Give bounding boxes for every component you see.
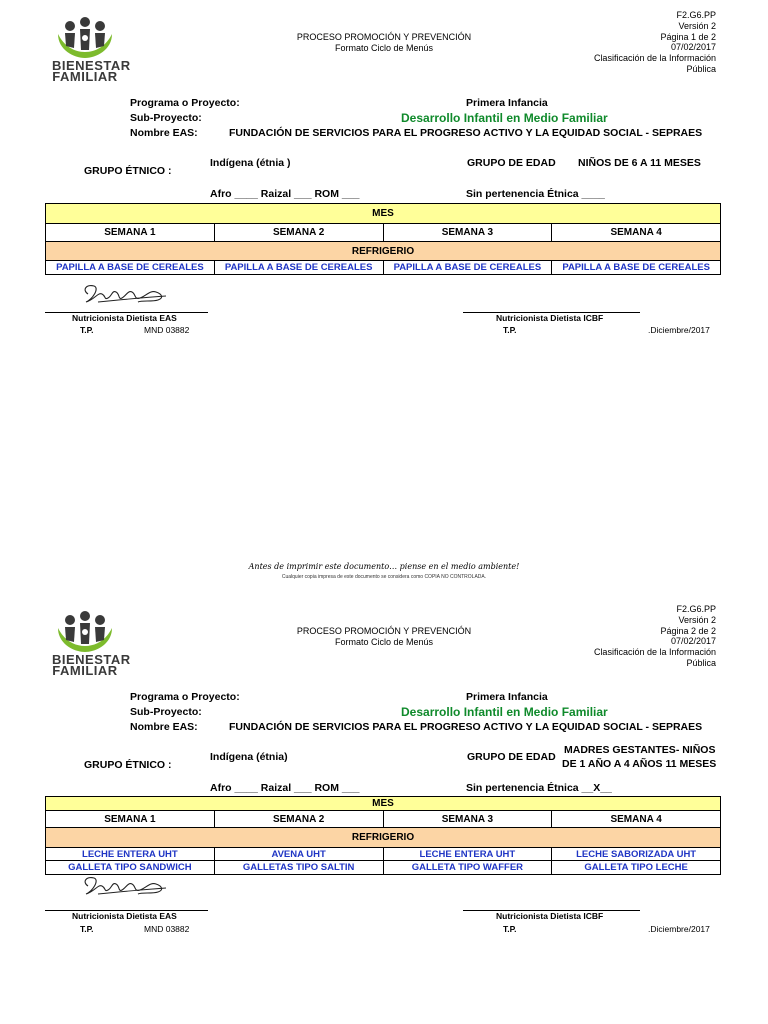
table-row bbox=[46, 848, 720, 861]
page-2 bbox=[0, 594, 768, 1014]
eas-value: FUNDACIÓN DE SERVICIOS PARA EL PROGRESO ACTIVO Y LA EQUIDAD SOCIAL - SEPRAES bbox=[229, 127, 703, 139]
sig-icbf-tp: T.P. bbox=[503, 924, 517, 934]
process-title: PROCESO PROMOCIÓN Y PREVENCIÓN bbox=[296, 626, 472, 636]
menu-table bbox=[45, 203, 721, 275]
mes-row bbox=[46, 797, 720, 811]
menu-item: LECHE ENTERA UHT bbox=[384, 848, 553, 860]
sig-icbf-title: Nutricionista Dietista ICBF bbox=[496, 911, 604, 921]
classification-label: Clasificación de la Información bbox=[593, 53, 716, 64]
format-title: Formato Ciclo de Menús bbox=[334, 42, 434, 53]
week-3-header: SEMANA 3 bbox=[384, 224, 553, 241]
grupo-etnico-label: GRUPO ÉTNICO : bbox=[84, 759, 172, 771]
sig-eas-tp: T.P. bbox=[80, 924, 94, 934]
menu-item: PAPILLA A BASE DE CEREALES bbox=[215, 261, 384, 274]
menu-item: LECHE ENTERA UHT bbox=[46, 848, 215, 860]
sig-eas-title: Nutricionista Dietista EAS bbox=[72, 313, 177, 323]
format-title: Formato Ciclo de Menús bbox=[334, 636, 434, 647]
menu-item: GALLETA TIPO LECHE bbox=[584, 862, 688, 873]
classification-value: Pública bbox=[686, 657, 716, 668]
copy-disclaimer: Cualquier copia impresa de este documento se considera como COPIA NO CONTROLADA. bbox=[281, 574, 487, 580]
programa-label: Programa o Proyecto: bbox=[130, 97, 240, 109]
page-number: Página 1 de 2 bbox=[660, 31, 716, 42]
header-center bbox=[274, 626, 494, 647]
sig-icbf-date: .Diciembre/2017 bbox=[648, 325, 710, 335]
page-number: Página 2 de 2 bbox=[660, 625, 716, 636]
grupo-etnico-value: Indígena (étnia) bbox=[210, 751, 288, 763]
grupo-etnico-label: GRUPO ÉTNICO : bbox=[84, 165, 172, 177]
subproyecto-label: Sub-Proyecto: bbox=[130, 706, 202, 718]
subproyecto-value: Desarrollo Infantil en Medio Familiar bbox=[401, 111, 608, 125]
menu-item: GALLETA TIPO WAFFER bbox=[384, 861, 553, 874]
header-center bbox=[274, 32, 494, 53]
meal-row bbox=[46, 242, 720, 261]
programa-label: Programa o Proyecto: bbox=[130, 691, 240, 703]
classification-label: Clasificación de la Información bbox=[593, 647, 716, 658]
grupo-edad-value: NIÑOS DE 6 A 11 MESES bbox=[578, 157, 701, 169]
icbf-logo bbox=[52, 16, 131, 84]
sin-pertenencia: Sin pertenencia Étnica __X__ bbox=[466, 782, 612, 794]
signature-image bbox=[78, 872, 174, 900]
menu-item: PAPILLA A BASE DE CEREALES bbox=[384, 261, 553, 274]
grupo-etnico-value: Indígena (étnia ) bbox=[210, 157, 291, 169]
week-1-header: SEMANA 1 bbox=[46, 811, 215, 827]
mes-header: MES bbox=[372, 798, 394, 809]
header-right bbox=[516, 604, 716, 669]
menu-item: PAPILLA A BASE DE CEREALES bbox=[46, 261, 215, 274]
meal-header: REFRIGERIO bbox=[351, 245, 415, 257]
menu-table bbox=[45, 796, 721, 875]
week-4-header: SEMANA 4 bbox=[610, 813, 662, 825]
sig-eas-tp-value: MND 03882 bbox=[144, 924, 190, 934]
icbf-logo bbox=[52, 610, 131, 678]
eas-label: Nombre EAS: bbox=[130, 127, 198, 139]
environment-message: Antes de imprimir este documento… piense en el medio ambiente! bbox=[248, 562, 520, 571]
doc-date: 07/02/2017 bbox=[670, 42, 716, 53]
family-icon bbox=[52, 610, 118, 654]
header-right bbox=[516, 10, 716, 75]
sig-icbf-tp: T.P. bbox=[503, 325, 517, 335]
sin-pertenencia: Sin pertenencia Étnica ____ bbox=[466, 188, 605, 200]
menu-item: GALLETA TIPO SANDWICH bbox=[46, 861, 215, 874]
sig-eas-tp: T.P. bbox=[80, 325, 94, 335]
week-1-header: SEMANA 1 bbox=[46, 224, 215, 241]
logo-text: BIENESTAR FAMILIAR bbox=[52, 652, 131, 678]
sig-eas-tp-value: MND 03882 bbox=[144, 325, 190, 335]
meal-row bbox=[46, 828, 720, 848]
week-3-header: SEMANA 3 bbox=[384, 811, 553, 827]
weeks-row bbox=[46, 811, 720, 828]
grupo-edad-label: GRUPO DE EDAD bbox=[467, 157, 556, 169]
week-4-header: SEMANA 4 bbox=[610, 227, 662, 238]
programa-value: Primera Infancia bbox=[466, 97, 548, 109]
eas-value: FUNDACIÓN DE SERVICIOS PARA EL PROGRESO ACTIVO Y LA EQUIDAD SOCIAL - SEPRAES bbox=[229, 721, 703, 733]
week-2-header: SEMANA 2 bbox=[215, 224, 384, 241]
doc-version: Versión 2 bbox=[678, 20, 716, 31]
subproyecto-value: Desarrollo Infantil en Medio Familiar bbox=[401, 705, 608, 719]
doc-code: F2.G6.PP bbox=[676, 10, 716, 20]
programa-value: Primera Infancia bbox=[466, 691, 548, 703]
sig-eas-title: Nutricionista Dietista EAS bbox=[72, 911, 177, 921]
menu-item: AVENA UHT bbox=[215, 848, 384, 860]
sig-icbf-title: Nutricionista Dietista ICBF bbox=[496, 313, 604, 323]
doc-code: F2.G6.PP bbox=[676, 604, 716, 614]
grupo-edad-label: GRUPO DE EDAD bbox=[467, 751, 556, 763]
mes-row bbox=[46, 204, 720, 224]
eas-label: Nombre EAS: bbox=[130, 721, 198, 733]
signature-image bbox=[78, 280, 174, 308]
table-row bbox=[46, 261, 720, 274]
environment-note bbox=[0, 562, 768, 580]
process-title: PROCESO PROMOCIÓN Y PREVENCIÓN bbox=[296, 32, 472, 42]
menu-item: PAPILLA A BASE DE CEREALES bbox=[562, 262, 710, 273]
grupo-edad-value-line1: MADRES GESTANTES- NIÑOS bbox=[564, 744, 716, 756]
etnia-options: Afro ____ Raizal ___ ROM ___ bbox=[210, 188, 360, 200]
classification-value: Pública bbox=[686, 63, 716, 74]
etnia-options: Afro ____ Raizal ___ ROM ___ bbox=[210, 782, 360, 794]
meal-header: REFRIGERIO bbox=[351, 832, 415, 843]
week-2-header: SEMANA 2 bbox=[215, 811, 384, 827]
sig-icbf-date: .Diciembre/2017 bbox=[648, 924, 710, 934]
family-icon bbox=[52, 16, 118, 60]
menu-item: LECHE SABORIZADA UHT bbox=[576, 848, 697, 860]
grupo-edad-value-line2: DE 1 AÑO A 4 AÑOS 11 MESES bbox=[562, 758, 717, 770]
doc-date: 07/02/2017 bbox=[670, 636, 716, 647]
logo-text: BIENESTAR FAMILIAR bbox=[52, 58, 131, 84]
weeks-row bbox=[46, 224, 720, 242]
menu-item: GALLETAS TIPO SALTIN bbox=[215, 861, 384, 874]
doc-version: Versión 2 bbox=[678, 614, 716, 625]
mes-header: MES bbox=[372, 208, 394, 219]
subproyecto-label: Sub-Proyecto: bbox=[130, 112, 202, 124]
